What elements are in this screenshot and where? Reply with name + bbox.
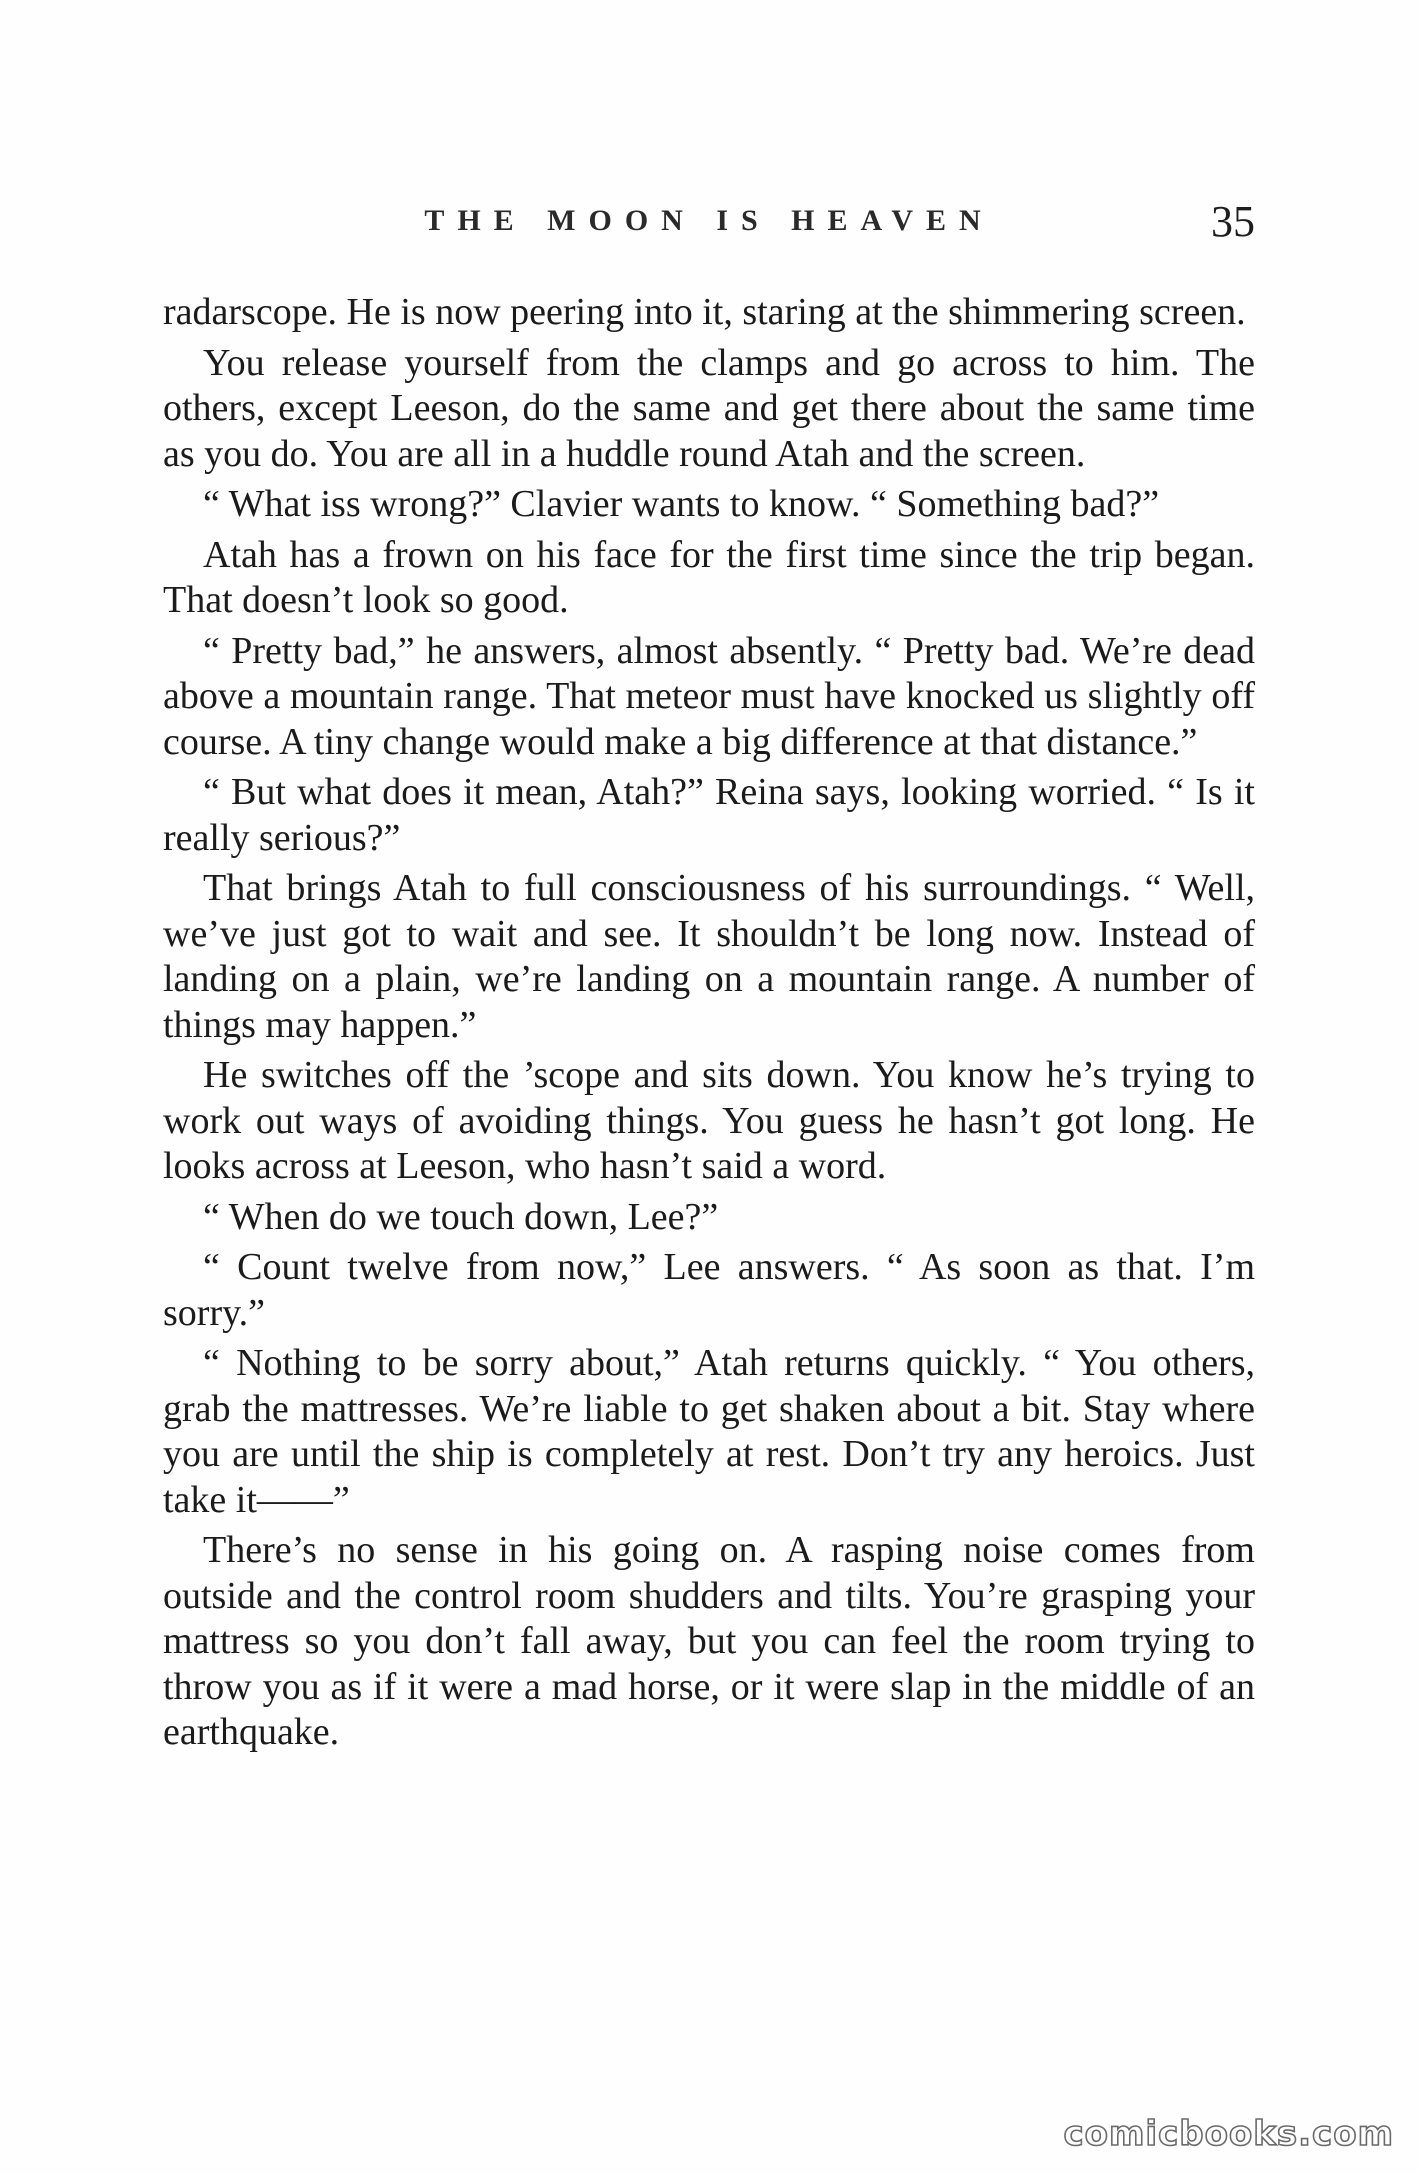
- running-head: [163, 196, 1255, 256]
- paragraph-10: “ Count twelve from now,” Lee answers. “ As soon as that. I’m sorry.”: [163, 1246, 1255, 1334]
- paragraph-3: “ What iss wrong?” Clavier wants to know. “ Something bad?”: [203, 483, 1160, 525]
- running-title: THE MOON IS HEAVEN: [424, 204, 994, 237]
- paragraph-6: “ But what does it mean, Atah?” Reina says, looking worried. “ Is it really serious?”: [163, 771, 1255, 859]
- body-text: [163, 290, 1255, 1761]
- paragraph-5: “ Pretty bad,” he answers, almost absently. “ Pretty bad. We’re dead above a mountain range. That meteor must have knocked us slightly off course. A tiny change would make a big difference at that distance.”: [163, 629, 1255, 763]
- paragraph-4: Atah has a frown on his face for the first time since the trip began. That doesn’t look so good.: [163, 533, 1255, 621]
- watermark-logo: comicbooks.com: [1063, 2114, 1394, 2154]
- paragraph-1: radarscope. He is now peering into it, staring at the shimmering screen.: [163, 291, 1246, 333]
- paragraph-11: “ Nothing to be sorry about,” Atah returns quickly. “ You others, grab the mattresses. We’re liable to get shaken about a bit. Stay where you are until the ship is completely at rest. Don’t try any heroics. Just take it——”: [163, 1342, 1255, 1521]
- paragraph-8: He switches off the ’scope and sits down. You know he’s trying to work out ways of avoiding things. You guess he hasn’t got long. He looks across at Leeson, who hasn’t said a word.: [163, 1054, 1255, 1187]
- paragraph-9: “ When do we touch down, Lee?”: [203, 1195, 719, 1238]
- paragraph-12: There’s no sense in his going on. A rasping noise comes from outside and the control room shudders and tilts. You’re grasping your mattress so you don’t fall away, but you can feel the room trying to throw you as if it were a mad horse, or it were slap in the middle of an earthquake.: [163, 1529, 1255, 1753]
- page-number: 35: [1211, 197, 1255, 246]
- paragraph-2: You release yourself from the clamps and go across to him. The others, except Leeson, do the same and get there about the same time as you do. You are all in a huddle round Atah and the screen.: [163, 341, 1255, 475]
- paragraph-7: That brings Atah to full consciousness of his surroundings. “ Well, we’ve just got to wait and see. It shouldn’t be long now. Instead of landing on a plain, we’re landing on a mountain range. A number of things may happen.”: [163, 867, 1255, 1046]
